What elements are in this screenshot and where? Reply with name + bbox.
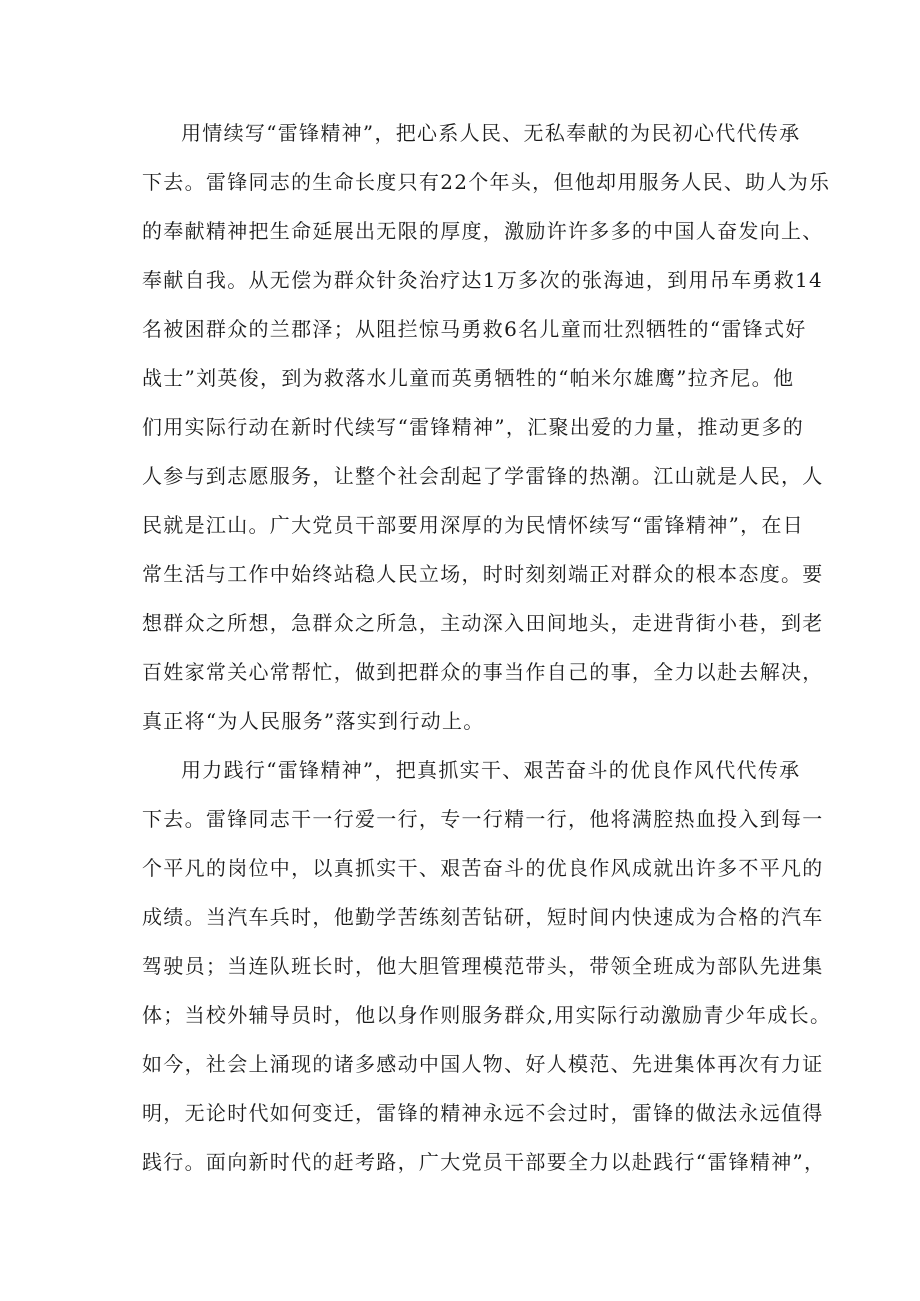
paragraph-1-line-4: 奉献自我。从无偿为群众针灸治疗达1万多次的张海迪，到用吊车勇救14 [142, 268, 824, 292]
paragraph-1-line-5: 名被困群众的兰郡泽；从阻拦惊马勇救6名儿童而壮烈牺牲的“雷锋式好 [142, 317, 807, 341]
paragraph-2-line-2: 下去。雷锋同志干一行爱一行，专一行精一行，他将满腔热血投入到每一 [142, 807, 824, 831]
paragraph-2-line-3: 个平凡的岗位中，以真抓实干、艰苦奋斗的优良作风成就出许多不平凡的 [142, 856, 824, 880]
paragraph-2-line-9: 践行。面向新时代的赶考路，广大党员干部要全力以赴践行“雷锋精神”， [142, 1150, 826, 1174]
paragraph-1-line-1: 用情续写“雷锋精神”，把心系人民、无私奉献的为民初心代代传承 [181, 121, 801, 145]
paragraph-1-line-11: 想群众之所想，急群众之所急，主动深入田间地头，走进背街小巷，到老 [142, 611, 824, 635]
paragraph-2-line-1: 用力践行“雷锋精神”，把真抓实干、艰苦奋斗的优良作风代代传承 [181, 758, 801, 782]
paragraph-1-line-10: 常生活与工作中始终站稳人民立场，时时刻刻端正对群众的根本态度。要 [142, 562, 824, 586]
paragraph-1-line-9: 民就是江山。广大党员干部要用深厚的为民情怀续写“雷锋精神”，在日 [142, 513, 805, 537]
paragraph-2-line-6: 体；当校外辅导员时，他以身作则服务群众,用实际行动激励青少年成长。 [142, 1003, 832, 1027]
paragraph-1-line-6: 战士”刘英俊，到为救落水儿童而英勇牺牲的“帕米尔雄鹰”拉齐尼。他 [142, 366, 795, 390]
paragraph-1-line-8: 人参与到志愿服务，让整个社会刮起了学雷锋的热潮。江山就是人民，人 [142, 464, 824, 488]
paragraph-2-line-5: 驾驶员；当连队班长时，他大胆管理模范带头，带领全班成为部队先进集 [142, 954, 824, 978]
paragraph-1-line-7: 们用实际行动在新时代续写“雷锋精神”，汇聚出爱的力量，推动更多的 [142, 415, 805, 439]
paragraph-2-line-7: 如今，社会上涌现的诸多感动中国人物、好人模范、先进集体再次有力证 [142, 1052, 824, 1076]
paragraph-1-line-12: 百姓家常关心常帮忙，做到把群众的事当作自己的事，全力以赴去解决， [142, 660, 824, 684]
paragraph-2-line-4: 成绩。当汽车兵时，他勤学苦练刻苦钻研，短时间内快速成为合格的汽车 [142, 905, 824, 929]
paragraph-1-line-13: 真正将“为人民服务”落实到行动上。 [142, 709, 485, 733]
paragraph-2-line-8: 明，无论时代如何变迁，雷锋的精神永远不会过时，雷锋的做法永远值得 [142, 1101, 824, 1125]
paragraph-1-line-2: 下去。雷锋同志的生命长度只有22个年头，但他却用服务人民、助人为乐 [142, 170, 831, 194]
paragraph-1-line-3: 的奉献精神把生命延展出无限的厚度，激励许许多多的中国人奋发向上、 [142, 219, 824, 243]
